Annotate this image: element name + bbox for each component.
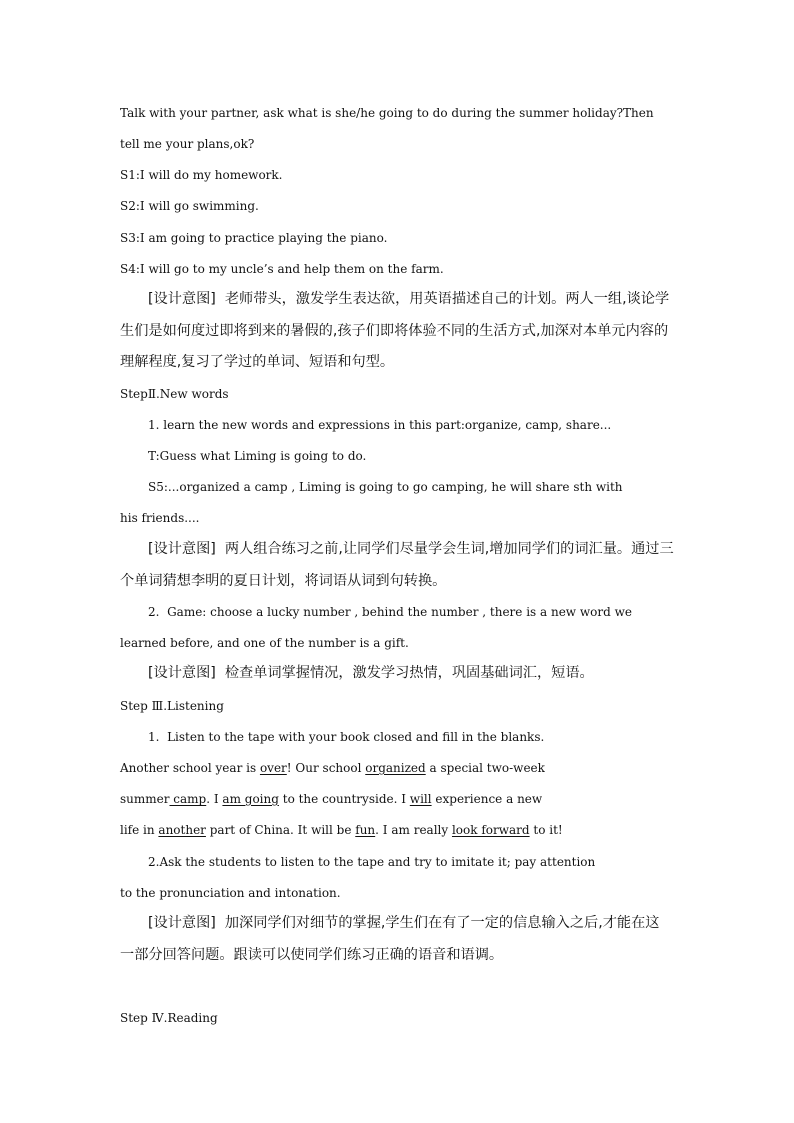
step-2-item-1: 1. learn the new words and expressions in this part:organize, camp, share... (148, 418, 612, 432)
blank-answer-look-forward: look forward (451, 823, 530, 837)
blank-answer-will: will (409, 792, 432, 806)
teacher-question: T:Guess what Liming is going to do. (148, 449, 367, 463)
blank-answer-another: another (158, 823, 206, 837)
step-3-item-2-line-1: 2.Ask the students to listen to the tape and try to imitate it; pay attention (148, 855, 596, 869)
student-answer-3: S3:I am going to practice playing the piano. (120, 231, 388, 245)
student-answer-2: S2:I will go swimming. (120, 199, 259, 213)
student-answer-1: S1:I will do my homework. (120, 168, 283, 182)
step-4-heading: Step Ⅳ.Reading (120, 1011, 218, 1025)
intro-line-1: Talk with your partner, ask what is she/he going to do during the summer holiday?Then (120, 106, 654, 120)
passage-line-1: Another school year is over! Our school organized a special two-week (120, 761, 545, 775)
passage-line-2: summer camp. I am going to the countryside. I will experience a new (120, 792, 543, 806)
step-2-heading: StepⅡ.New words (120, 387, 229, 401)
step-2-item-2-line-2: learned before, and one of the number is a gift. (120, 636, 409, 650)
design-intent-4-line-2: 一部分回答问题。跟读可以使同学们练习正确的语音和语调。 (120, 947, 504, 963)
design-intent-1-line-1: [设计意图] 老师带头，激发学生表达欲，用英语描述自己的计划。两人一组,谈论学 (148, 291, 670, 307)
design-intent-2-line-2: 个单词猜想李明的夏日计划，将词语从词到句转换。 (120, 573, 447, 589)
blank-answer-fun: fun (355, 823, 376, 837)
step-3-item-1: 1. Listen to the tape with your book closed and fill in the blanks. (148, 730, 545, 744)
step-2-item-2-line-1: 2. Game: choose a lucky number , behind the number , there is a new word we (148, 605, 632, 619)
student-5-line-1: S5:...organized a camp , Liming is going to go camping, he will share sth with (148, 480, 623, 494)
blank-answer-camp: camp (169, 792, 207, 806)
design-intent-3: [设计意图] 检查单词掌握情况，激发学习热情，巩固基础词汇，短语。 (148, 665, 594, 681)
student-answer-4: S4:I will go to my uncle’s and help them on the farm. (120, 262, 444, 276)
blank-answer-organized: organized (365, 761, 426, 775)
passage-line-3: life in another part of China. It will be fun. I am really look forward to it! (120, 823, 563, 837)
student-5-line-2: his friends.... (120, 511, 200, 525)
design-intent-4-line-1: [设计意图] 加深同学们对细节的掌握,学生们在有了一定的信息输入之后,才能在这 (148, 915, 660, 931)
design-intent-2-line-1: [设计意图] 两人组合练习之前,让同学们尽量学会生词,增加同学们的词汇量。通过三 (148, 541, 674, 557)
step-3-item-2-line-2: to the pronunciation and intonation. (120, 886, 341, 900)
design-intent-1-line-2: 生们是如何度过即将到来的暑假的,孩子们即将体验不同的生活方式,加深对本单元内容的 (120, 323, 669, 339)
step-3-heading: Step Ⅲ.Listening (120, 699, 224, 713)
blank-answer-over: over (259, 761, 287, 775)
blank-answer-am-going: am going (222, 792, 279, 806)
design-intent-1-line-3: 理解程度,复习了学过的单词、短语和句型。 (120, 354, 395, 370)
intro-line-2: tell me your plans,ok? (120, 137, 255, 151)
